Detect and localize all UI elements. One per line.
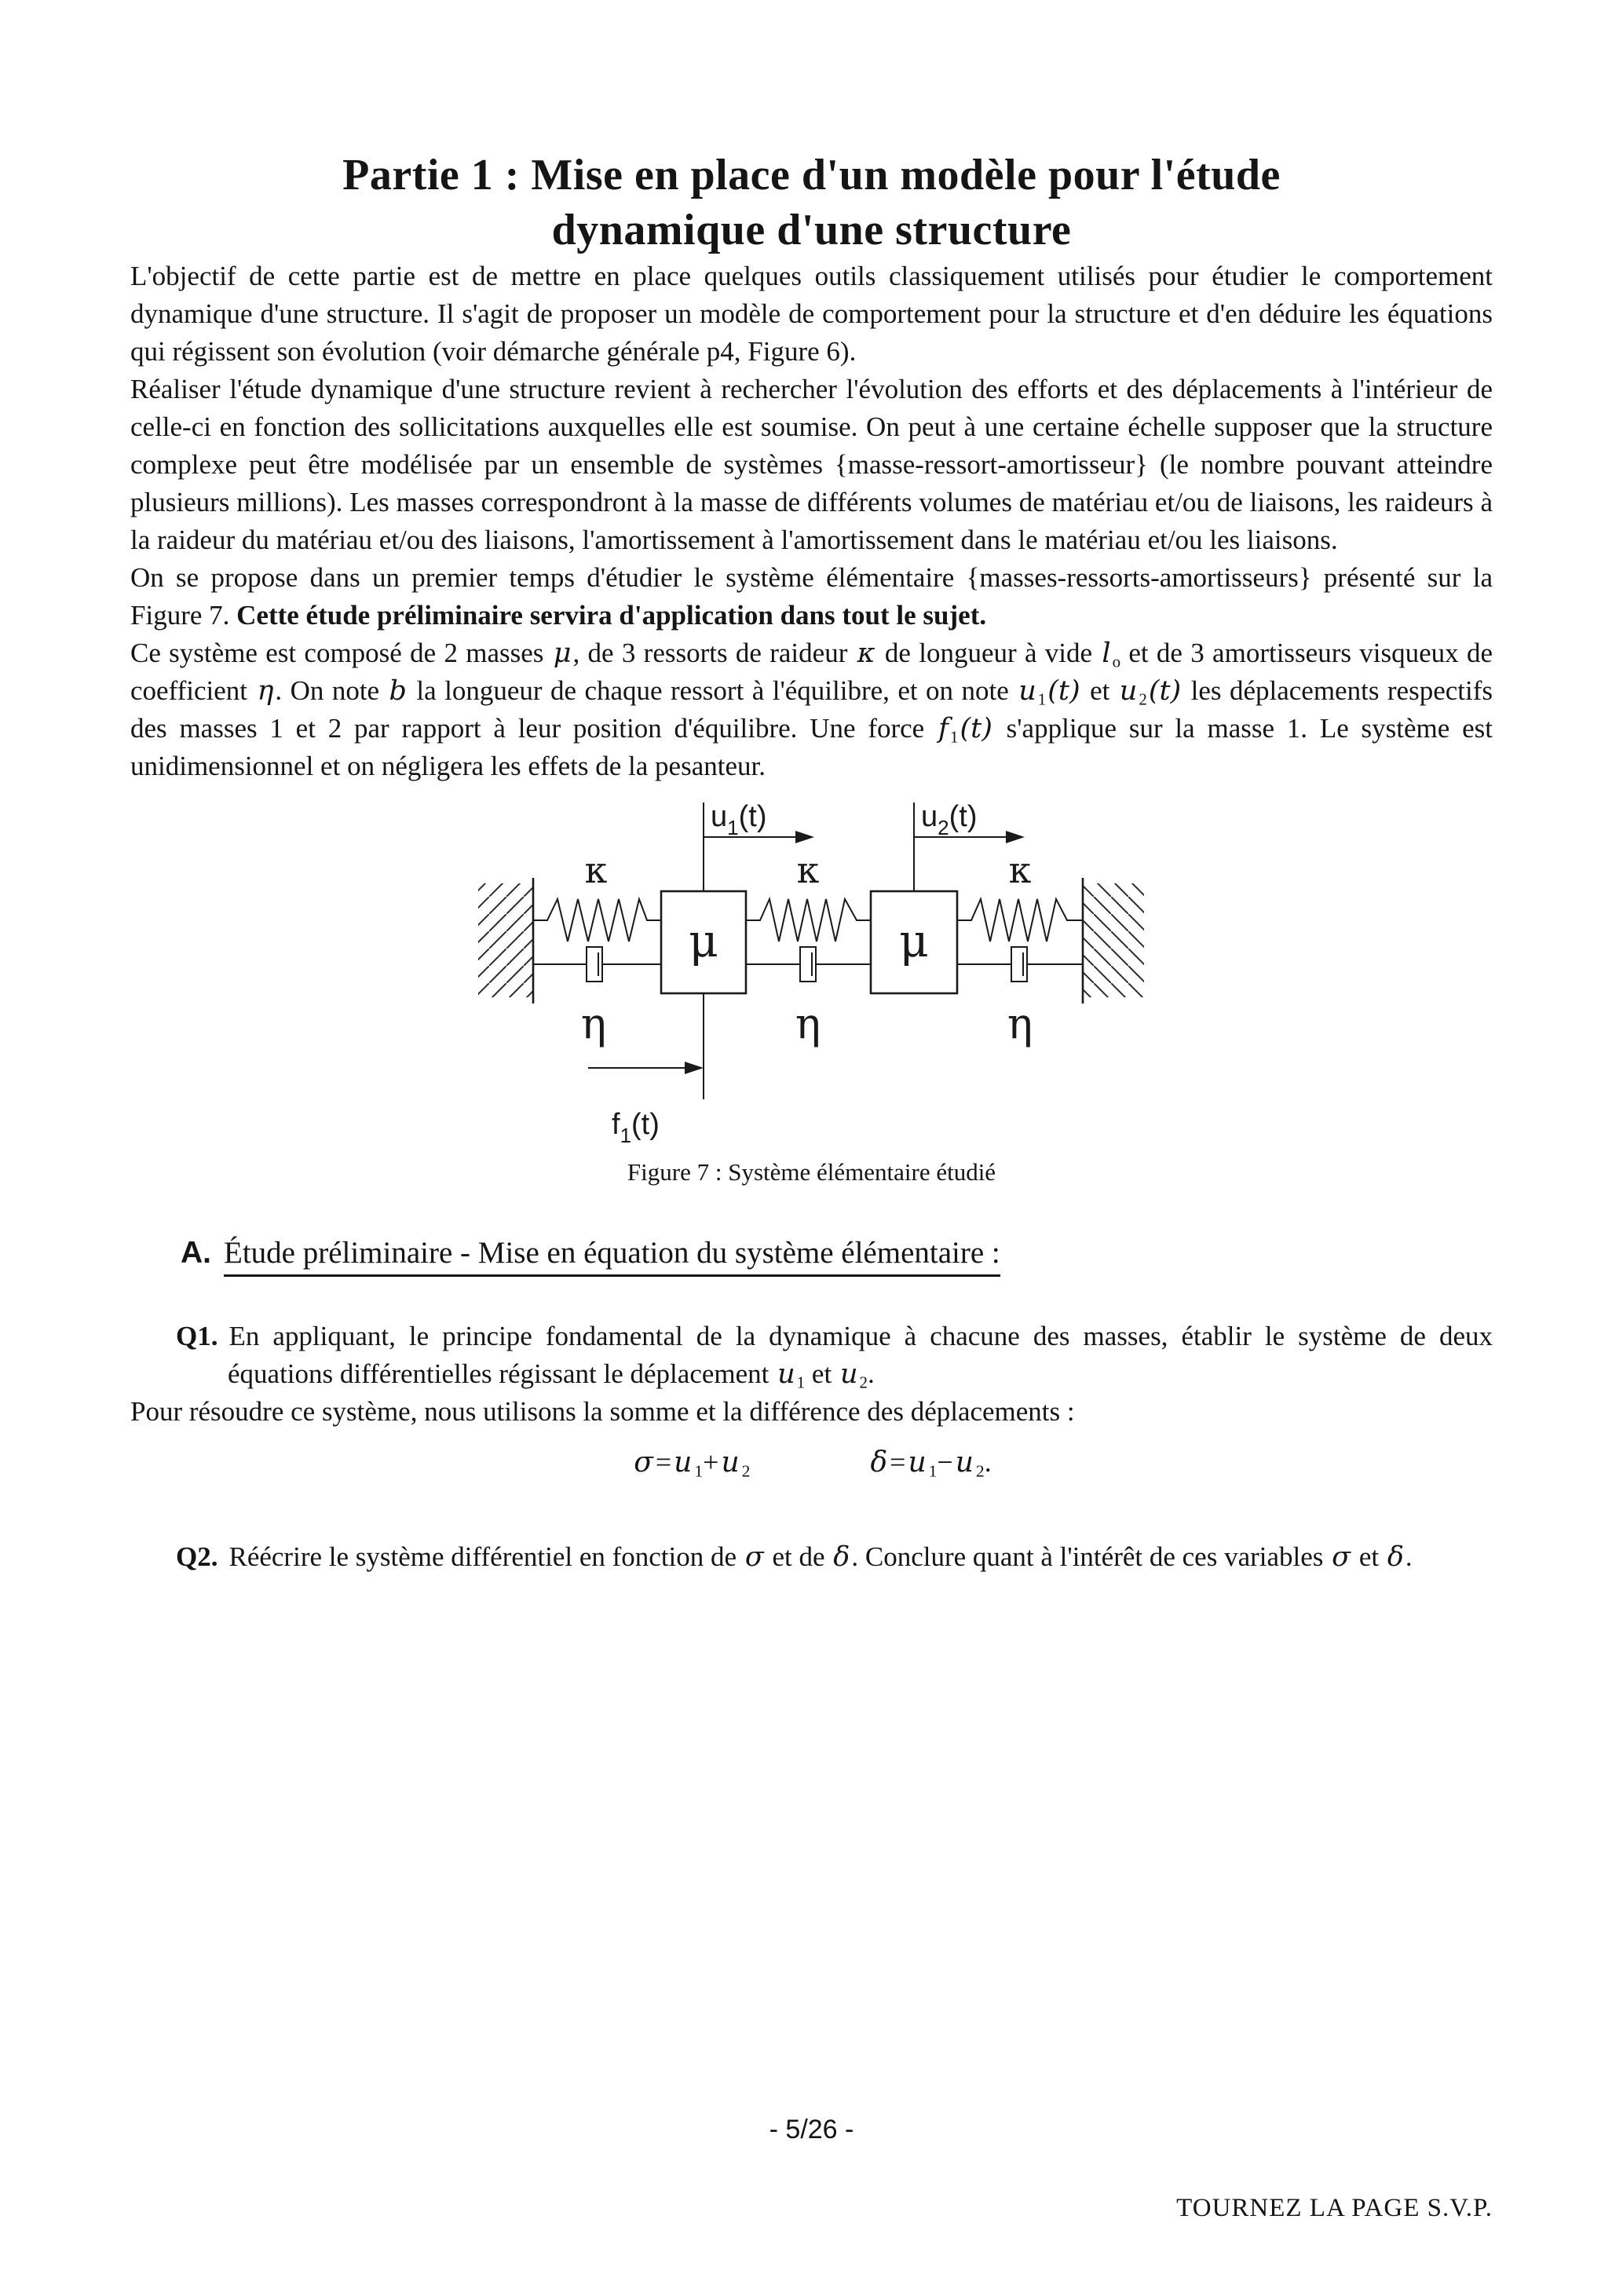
mass-2 — [871, 891, 957, 993]
page-title-line-1: Partie 1 : Mise en place d'un modèle pour l'étude — [342, 151, 1281, 199]
f1-label: $f_1(t)$ — [612, 1108, 660, 1146]
damper-right-icon — [957, 947, 1083, 982]
eta-label-left: η — [580, 999, 607, 1048]
damper-middle-icon — [746, 947, 871, 982]
paragraph-resolution-intro: Pour résoudre ce système, nous utilisons la somme et la différence des déplacements : — [130, 1396, 1075, 1427]
section-a-heading — [130, 1233, 1493, 1274]
paragraph-proposal: On se propose dans un premier temps d'étudier le système élémentaire {masses-ressorts-amortisseurs} présenté sur la Figure 7. Cette étude préliminaire servira d'application dans tout le sujet. — [130, 562, 1493, 631]
wall-right — [1083, 878, 1144, 1004]
mass-1 — [661, 891, 746, 993]
spring-middle-icon — [746, 899, 871, 941]
mass-2-label: μ — [899, 914, 929, 967]
page-title — [130, 0, 1493, 258]
equations-row — [130, 1443, 1493, 1482]
eta-label-right: η — [1007, 999, 1033, 1048]
question-q1 — [130, 1318, 1493, 1393]
mass-1-label: μ — [689, 914, 718, 967]
figure-7 — [466, 793, 1157, 1187]
kappa-label-left: κ — [584, 849, 608, 891]
u2-label: $u_2(t)$ — [921, 800, 978, 839]
spring-left-icon — [533, 899, 661, 941]
question-q2-label: Q2. — [176, 1541, 218, 1572]
kappa-label-right: κ — [1008, 849, 1032, 891]
turn-page-note: TOURNEZ LA PAGE S.V.P. — [1176, 2194, 1493, 2222]
page-title-line-2: dynamique d'une structure — [551, 206, 1072, 254]
section-a-title: Étude préliminaire - Mise en équation du système élémentaire : — [224, 1236, 1000, 1277]
u1-label: $u_1(t)$ — [711, 800, 767, 839]
wall-left — [478, 878, 533, 1004]
question-q2-text: Réécrire le système différentiel en fonction de σ et de δ. Conclure quant à l'intérêt de ces variables σ et δ. — [228, 1541, 1413, 1573]
damper-left-icon — [533, 947, 661, 982]
paragraph-objective: L'objectif de cette partie est de mettre en place quelques outils classiquement utilisés pour étudier le comportement dynamique d'une structure. Il s'agit de proposer un modèle de comportement pour la structure et d'en déduire les équations qui régissent son évolution (voir démarche générale p4, Figure 6). — [130, 261, 1493, 367]
figure-7-diagram — [472, 793, 1151, 1146]
eta-label-middle: η — [795, 999, 821, 1048]
question-q2 — [130, 1538, 1493, 1576]
question-q1-text: En appliquant, le principe fondamental de la dynamique à chacune des masses, établir le système de deux équations différentielles régissant le déplacement u1 et u2. — [228, 1321, 1493, 1392]
page-number: - 5/26 - — [769, 2115, 854, 2144]
paragraph-system-description: Ce système est composé de 2 masses μ, de 3 ressorts de raideur κ de longueur à vide lo et de 3 amortisseurs visqueux de coefficient η. On note b la longueur de chaque ressort à l'équilibre, et on note u1(t) et u2(t) les déplacements respectifs des masses 1 et 2 par rapport à leur position d'équilibre. Une force f1(t) s'applique sur la masse 1. Le système est unidimensionnel et on négligera les effets de la pesanteur. — [130, 638, 1493, 781]
question-q1-label: Q1. — [176, 1321, 218, 1351]
spring-right-icon — [957, 899, 1083, 941]
section-a-label: A. — [181, 1236, 211, 1270]
figure-caption: Figure 7 : Système élémentaire étudié — [627, 1158, 996, 1186]
equation-delta: δ=u 1−u 2. — [870, 1446, 992, 1481]
kappa-label-middle: κ — [796, 849, 820, 891]
equation-sigma: σ=u 1+u 2 — [634, 1446, 751, 1481]
paragraph-context: Réaliser l'étude dynamique d'une structure revient à rechercher l'évolution des efforts et des déplacements à l'intérieur de celle-ci en fonction des sollicitations auxquelles elle est soumise. On peut à une certaine échelle supposer que la structure complexe peut être modélisée par un ensemble de systèmes {masse-ressort-amortisseur} (le nombre pouvant atteindre plusieurs millions). Les masses correspondront à la masse de différents volumes de matériau et/ou de liaisons, les raideurs à la raideur du matériau et/ou des liaisons, l'amortissement à l'amortissement dans le matériau et/ou les liaisons. — [130, 374, 1493, 555]
